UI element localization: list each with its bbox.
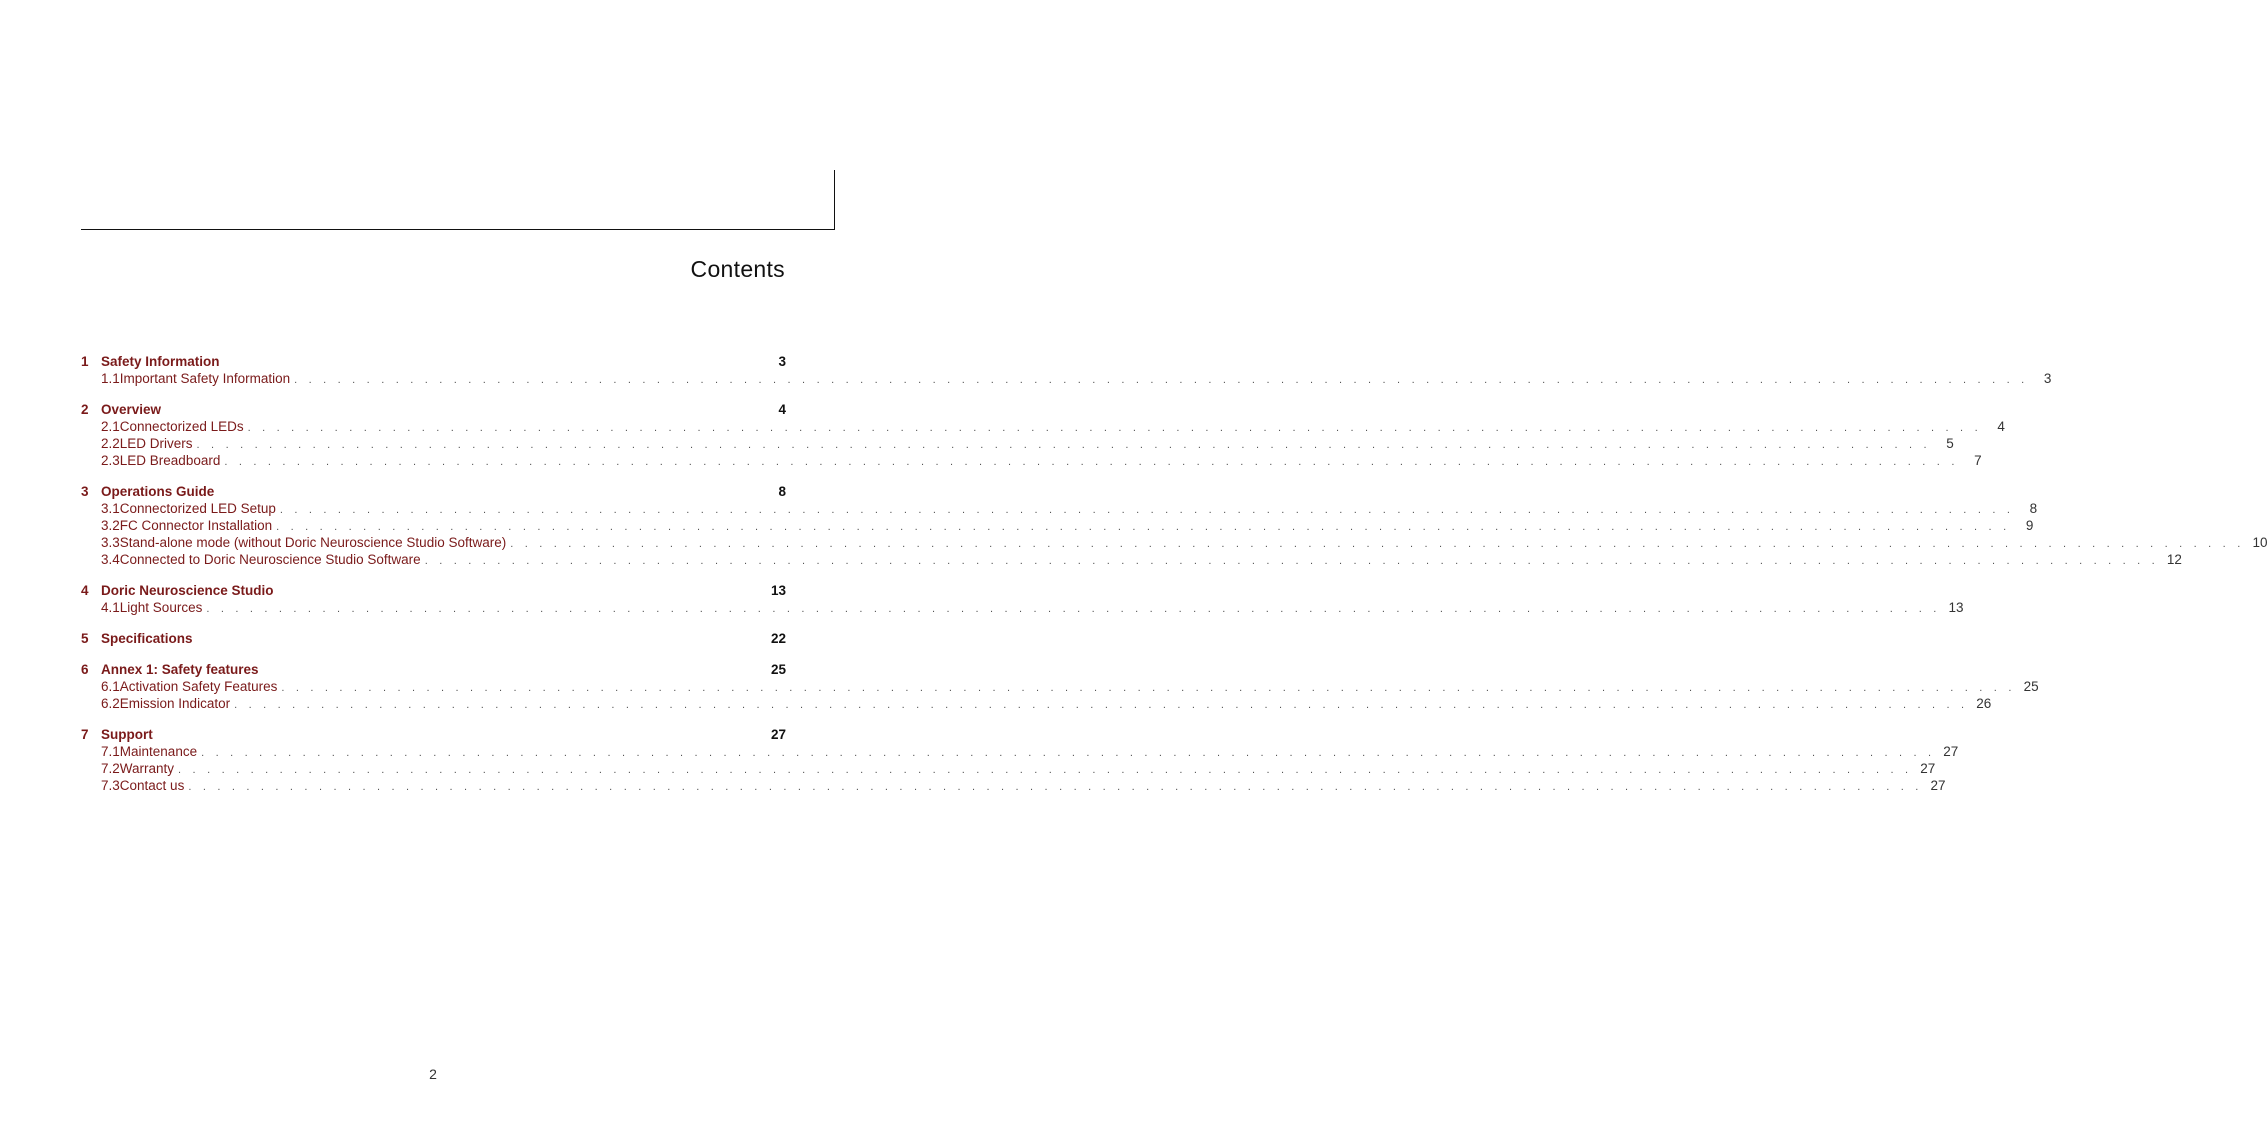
subsection-page-number: 12	[2166, 552, 2182, 567]
dot-leader: . . . . . . . . . . . . . . . . . . . . . . . . . . . . . . . . . . . . . . . . . . . . . . . . . . . . . . . . . . . . . . . . . . . . . . . . . . . . . . . . . . . . . . . . . . . . . . . . . . . . . . . . . . . . . . . . . . . . . . . .	[294, 374, 2029, 386]
subsection-number: 4.1	[101, 600, 120, 615]
toc-section	[81, 661, 2039, 712]
subsection-title-link[interactable]: Activation Safety Features	[119, 679, 278, 694]
subsection-page-number: 27	[1943, 744, 1959, 759]
subsection-title-link[interactable]: Contact us	[119, 778, 185, 793]
section-title-link[interactable]: Safety Information	[101, 354, 220, 369]
toc-subsection-entry[interactable]	[81, 760, 1936, 777]
subsection-page-number: 27	[1920, 761, 1936, 776]
dot-leader: . . . . . . . . . . . . . . . . . . . . . . . . . . . . . . . . . . . . . . . . . . . . . . . . . . . . . . . . . . . . . . . . . . . . . . . . . . . . . . . . . . . . . . . . . . . . . . . . . . . . . . . . . . . . . . . . . . . . . . . .	[510, 538, 2245, 550]
toc-section-entry[interactable]	[81, 582, 786, 599]
toc-subsection-entry[interactable]	[81, 678, 2039, 695]
subsection-title-link[interactable]: FC Connector Installation	[119, 518, 273, 533]
subsection-number: 3.3	[101, 535, 120, 550]
toc-subsection-entry[interactable]	[81, 599, 1964, 616]
section-number: 4	[81, 583, 89, 598]
subsection-page-number: 27	[1930, 778, 1946, 793]
subsection-page-number: 8	[2029, 501, 2038, 516]
subsection-title-link[interactable]: Emission Indicator	[119, 696, 231, 711]
subsection-page-number: 7	[1974, 453, 1982, 468]
dot-leader: . . . . . . . . . . . . . . . . . . . . . . . . . . . . . . . . . . . . . . . . . . . . . . . . . . . . . . . . . . . . . . . . . . . . . . . . . . . . . . . . . . . . . . . . . . . . . . . . . . . . . . . . . . . . . . . . . . . . . . . .	[206, 603, 1941, 615]
dot-leader: . . . . . . . . . . . . . . . . . . . . . . . . . . . . . . . . . . . . . . . . . . . . . . . . . . . . . . . . . . . . . . . . . . . . . . . . . . . . . . . . . . . . . . . . . . . . . . . . . . . . . . . . . . . . . . . . . . . . . . . .	[234, 699, 1969, 711]
toc-section-entry[interactable]	[81, 630, 786, 647]
dot-leader: . . . . . . . . . . . . . . . . . . . . . . . . . . . . . . . . . . . . . . . . . . . . . . . . . . . . . . . . . . . . . . . . . . . . . . . . . . . . . . . . . . . . . . . . . . . . . . . . . . . . . . . . . . . . . . . . . . . . . . . .	[201, 747, 1936, 759]
subsection-title-link[interactable]: Connectorized LEDs	[119, 419, 244, 434]
toc-section-entry[interactable]	[81, 661, 786, 678]
section-number: 6	[81, 662, 89, 677]
subsection-page-number: 3	[2043, 371, 2052, 386]
subsection-number: 6.2	[101, 696, 120, 711]
dot-leader: . . . . . . . . . . . . . . . . . . . . . . . . . . . . . . . . . . . . . . . . . . . . . . . . . . . . . . . . . . . . . . . . . . . . . . . . . . . . . . . . . . . . . . . . . . . . . . . . . . . . . . . . . . . . . . . . . . . . . . . .	[424, 555, 2159, 567]
section-title-link[interactable]: Overview	[101, 402, 162, 417]
subsection-title-link[interactable]: Light Sources	[119, 600, 203, 615]
section-page-number: 27	[770, 727, 786, 742]
toc-section	[81, 582, 1964, 616]
section-title-link[interactable]: Operations Guide	[101, 484, 215, 499]
subsection-title-link[interactable]: LED Breadboard	[119, 453, 221, 468]
subsection-title-link[interactable]: Important Safety Information	[119, 371, 291, 386]
subsection-number: 1.1	[101, 371, 120, 386]
header-rule-corner	[834, 170, 835, 230]
section-number: 2	[81, 402, 89, 417]
toc-subsection-entry[interactable]	[81, 452, 1982, 469]
dot-leader: . . . . . . . . . . . . . . . . . . . . . . . . . . . . . . . . . . . . . . . . . . . . . . . . . . . . . . . . . . . . . . . . . . . . . . . . . . . . . . . . . . . . . . . . . . . . . . . . . . . . . . . . . . . . . . . . . . . . . . . .	[224, 456, 1959, 468]
dot-leader: . . . . . . . . . . . . . . . . . . . . . . . . . . . . . . . . . . . . . . . . . . . . . . . . . . . . . . . . . . . . . . . . . . . . . . . . . . . . . . . . . . . . . . . . . . . . . . . . . . . . . . . . . . . . . . . . . . . . . . . .	[196, 439, 1931, 451]
section-title-link[interactable]: Annex 1: Safety features	[101, 662, 259, 677]
dot-leader: . . . . . . . . . . . . . . . . . . . . . . . . . . . . . . . . . . . . . . . . . . . . . . . . . . . . . . . . . . . . . . . . . . . . . . . . . . . . . . . . . . . . . . . . . . . . . . . . . . . . . . . . . . . . . . . . . . . . . . . .	[178, 764, 1913, 776]
toc-section-entry[interactable]	[81, 401, 786, 418]
toc-subsection-entry[interactable]	[81, 777, 1946, 794]
subsection-page-number: 26	[1976, 696, 1992, 711]
subsection-number: 7.1	[101, 744, 120, 759]
section-title-link[interactable]: Doric Neuroscience Studio	[101, 583, 274, 598]
dot-leader: . . . . . . . . . . . . . . . . . . . . . . . . . . . . . . . . . . . . . . . . . . . . . . . . . . . . . . . . . . . . . . . . . . . . . . . . . . . . . . . . . . . . . . . . . . . . . . . . . . . . . . . . . . . . . . . . . . . . . . . .	[279, 504, 2015, 516]
toc-subsection-entry[interactable]	[81, 534, 2267, 551]
subsection-title-link[interactable]: Warranty	[119, 761, 175, 776]
toc-subsection-entry[interactable]	[81, 435, 1954, 452]
subsection-number: 7.2	[101, 761, 120, 776]
subsection-page-number: 9	[2025, 518, 2034, 533]
section-page-number: 4	[778, 402, 786, 417]
toc-subsection-entry[interactable]	[81, 743, 1959, 760]
section-number: 5	[81, 631, 89, 646]
section-page-number: 25	[770, 662, 786, 677]
subsection-page-number: 10	[2252, 535, 2267, 550]
section-page-number: 13	[770, 583, 786, 598]
subsection-number: 7.3	[101, 778, 120, 793]
subsection-number: 3.4	[101, 552, 120, 567]
toc-section-entry[interactable]	[81, 726, 786, 743]
page-number: 2	[429, 1066, 437, 1082]
section-title-link[interactable]: Support	[101, 727, 153, 742]
section-title-link[interactable]: Specifications	[101, 631, 193, 646]
section-page-number: 22	[770, 631, 786, 646]
subsection-number: 3.1	[101, 501, 120, 516]
dot-leader: . . . . . . . . . . . . . . . . . . . . . . . . . . . . . . . . . . . . . . . . . . . . . . . . . . . . . . . . . . . . . . . . . . . . . . . . . . . . . . . . . . . . . . . . . . . . . . . . . . . . . . . . . . . . . . . . . . . . . . . .	[281, 682, 2016, 694]
subsection-number: 2.2	[101, 436, 120, 451]
subsection-number: 2.1	[101, 419, 120, 434]
subsection-page-number: 13	[1948, 600, 1964, 615]
toc-subsection-entry[interactable]	[81, 500, 2038, 517]
section-number: 1	[81, 354, 89, 369]
toc-subsection-entry[interactable]	[81, 517, 2034, 534]
dot-leader: . . . . . . . . . . . . . . . . . . . . . . . . . . . . . . . . . . . . . . . . . . . . . . . . . . . . . . . . . . . . . . . . . . . . . . . . . . . . . . . . . . . . . . . . . . . . . . . . . . . . . . . . . . . . . . . . . . . . . . . .	[247, 422, 1982, 434]
subsection-title-link[interactable]: Stand-alone mode (without Doric Neuroscience Studio Software)	[119, 535, 507, 550]
toc-section	[81, 483, 2267, 568]
header-rule	[81, 229, 835, 230]
toc-section	[81, 401, 2005, 469]
dot-leader: . . . . . . . . . . . . . . . . . . . . . . . . . . . . . . . . . . . . . . . . . . . . . . . . . . . . . . . . . . . . . . . . . . . . . . . . . . . . . . . . . . . . . . . . . . . . . . . . . . . . . . . . . . . . . . . . . . . . . . . .	[188, 781, 1923, 793]
toc-subsection-entry[interactable]	[81, 418, 2005, 435]
section-number: 7	[81, 727, 89, 742]
toc-subsection-entry[interactable]	[81, 695, 1992, 712]
toc-section	[81, 353, 2052, 387]
dot-leader: . . . . . . . . . . . . . . . . . . . . . . . . . . . . . . . . . . . . . . . . . . . . . . . . . . . . . . . . . . . . . . . . . . . . . . . . . . . . . . . . . . . . . . . . . . . . . . . . . . . . . . . . . . . . . . . . . . . . . . . .	[276, 521, 2011, 533]
toc-subsection-entry[interactable]	[81, 370, 2052, 387]
subsection-page-number: 25	[2023, 679, 2039, 694]
section-page-number: 8	[778, 484, 786, 499]
section-number: 3	[81, 484, 89, 499]
subsection-number: 3.2	[101, 518, 120, 533]
subsection-page-number: 4	[1997, 419, 2005, 434]
subsection-number: 2.3	[101, 453, 120, 468]
table-of-contents	[81, 353, 2267, 808]
subsection-title-link[interactable]: LED Drivers	[119, 436, 193, 451]
subsection-title-link[interactable]: Maintenance	[119, 744, 198, 759]
toc-section-entry[interactable]	[81, 353, 786, 370]
toc-section-entry[interactable]	[81, 483, 786, 500]
subsection-title-link[interactable]: Connectorized LED Setup	[119, 501, 276, 516]
page-title: Contents	[690, 256, 785, 282]
subsection-title-link[interactable]: Connected to Doric Neuroscience Studio Software	[119, 552, 421, 567]
toc-section	[81, 726, 1959, 794]
subsection-page-number: 5	[1946, 436, 1954, 451]
subsection-number: 6.1	[101, 679, 120, 694]
toc-subsection-entry[interactable]	[81, 551, 2182, 568]
section-page-number: 3	[778, 354, 786, 369]
toc-section	[81, 630, 786, 647]
